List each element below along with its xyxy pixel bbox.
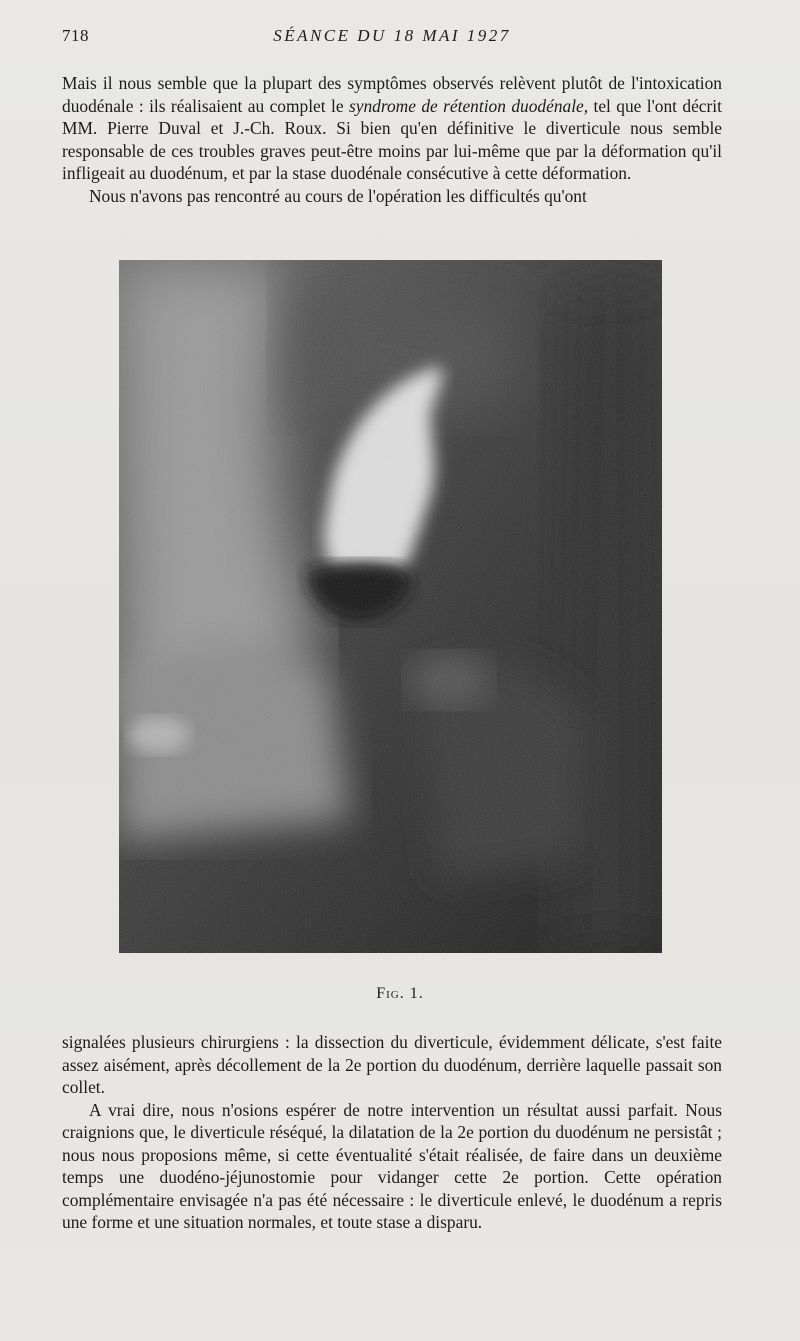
paragraph-1-start: Mais il nous semble que la plupart des symptômes observés relèvent plutôt de l'intoxication duodénale : ils réalisaient au complet le <box>62 73 722 116</box>
figure-caption <box>0 985 800 1003</box>
page-number: 718 <box>62 26 89 45</box>
paragraph-2: Nous n'avons pas rencontré au cours de l'opération les difficultés qu'ont <box>89 185 587 206</box>
paragraph-1-end: tel que l'ont décrit MM. Pierre Duval et J.-Ch. Roux. Si bien qu'en définitive le diverticule nous semble responsable de ces troubles graves peut-être moins par lui-même que par la déformation qu'il infligeait au duodénum, et par la stase duodénale consécutive à cette déformation. <box>62 95 722 183</box>
page-header <box>62 26 722 52</box>
paragraph-3: signalées plusieurs chirurgiens : la dissection du diverticule, évidemment délicate, s'est faite assez aisément, après décollement de la 2e portion du duodénum, derrière laquelle passait son collet. <box>62 1032 722 1097</box>
syndrome-term: syndrome de rétention duodénale, <box>348 95 589 116</box>
body-text-top <box>62 72 722 207</box>
paragraph-4: A vrai dire, nous n'osions espérer de notre intervention un résultat aussi parfait. Nous craignions que, le diverticule réséqué, la dilatation de la 2e portion du duodénum ne persistât ; nous nous proposions même, si cette éventualité s'était réalisée, de faire dans un deuxième temps une duodéno-jéjunostomie pour vidanger cette 2e portion. Cette opération complémentaire envisagée n'a pas été nécessaire : le diverticule enlevé, le duodénum a repris une forme et une situation normales, et toute stase a disparu. <box>62 1099 722 1232</box>
body-text-bottom <box>62 1031 722 1234</box>
radiograph-figure <box>119 260 662 953</box>
running-head: SÉANCE DU 18 MAI 1927 <box>273 26 511 45</box>
paragraph-1 <box>62 72 722 185</box>
figure-caption-text: Fig. 1. <box>376 985 424 1002</box>
